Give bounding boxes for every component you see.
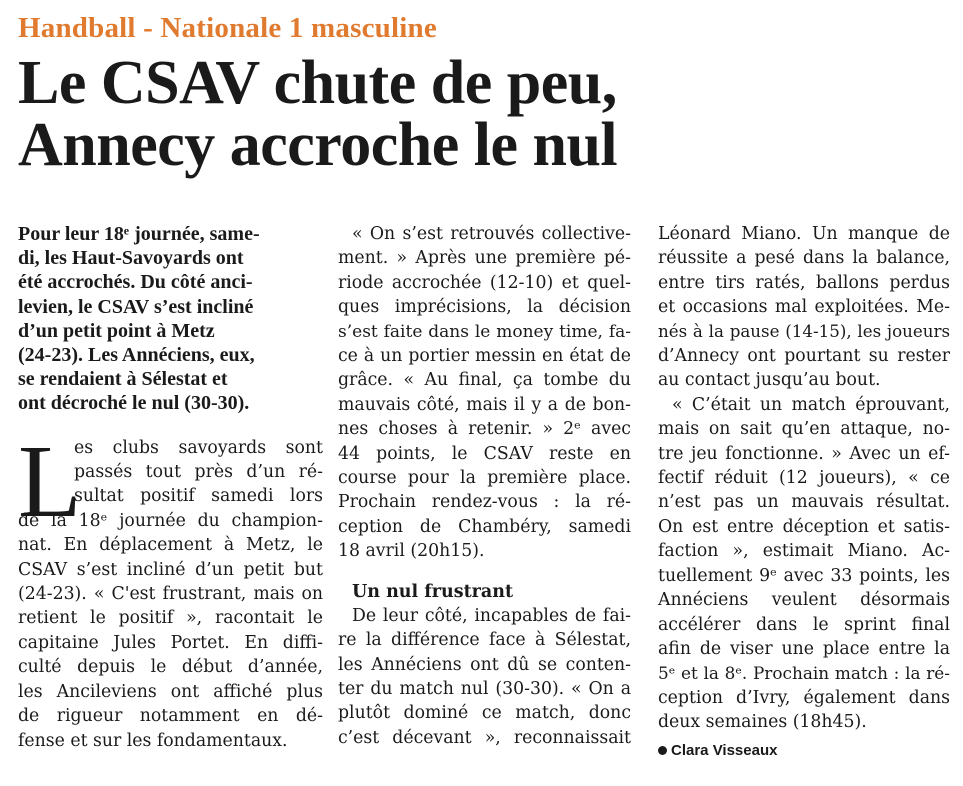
body-line: 18 avril (20h15). (338, 541, 485, 562)
lede-line: di, les Haut-Savoyards ont (18, 247, 244, 270)
body-line: Annéciens veulent désormais (658, 590, 950, 611)
article-body-paragraph (338, 604, 631, 750)
body-line: Léonard Miano. Un manque de (658, 224, 950, 244)
lede-line: ont décroché le nul (30-30). (18, 392, 250, 415)
body-line: et occasions mal exploitées. Me- (658, 297, 950, 318)
article-kicker: Handball - Nationale 1 masculine (18, 12, 437, 44)
lede-line: d’un petit point à Metz (18, 319, 215, 342)
body-line: entre tirs ratés, ballons perdus (658, 272, 950, 293)
body-line: c’est décevant », reconnaissait (338, 727, 631, 748)
article-signature (658, 739, 950, 763)
body-line: réussite a pesé dans la balance, (658, 248, 950, 269)
body-line: d’Annecy ont pourtant su rester (658, 346, 950, 367)
body-line: ception de Chambéry, samedi (338, 516, 631, 537)
body-line: les Ancileviens ont affiché plus (18, 681, 323, 702)
body-line: ques imprécisions, la décision (338, 297, 631, 318)
body-line: de la 18ᵉ journée du champion- (18, 510, 323, 531)
article-body-paragraph (658, 393, 950, 735)
body-line: capitaine Jules Portet. En diffi- (18, 632, 323, 653)
body-line: tre jeu fonctionne. » Avec un ef- (658, 443, 950, 464)
body-line: mauvais côté, mais il y a de bon- (338, 394, 631, 415)
body-line: au contact jusqu’au bout. (658, 370, 881, 391)
lede-line: Pour leur 18ᵉ journée, same- (18, 223, 260, 245)
body-line: re la différence face à Sélestat, (338, 630, 631, 651)
lede-line: été accrochés. Du côté anci- (18, 271, 253, 294)
body-line: riode accrochée (12-10) et quel- (338, 272, 631, 293)
body-line: fense et sur les fondamentaux. (18, 730, 288, 751)
body-line: Prochain rendez-vous : la ré- (338, 492, 631, 513)
article-body-intro (18, 423, 323, 753)
body-line: deux semaines (18h45). (658, 712, 867, 733)
body-line: « On s’est retrouvés collective- (352, 224, 631, 244)
body-line: ce à un portier messin en état de (338, 346, 631, 367)
article-body-paragraph (338, 222, 631, 564)
article-headline (18, 49, 618, 179)
article-body-paragraph (658, 222, 950, 393)
article-lede (18, 222, 323, 416)
body-line: afin de viser une place entre la (658, 638, 950, 659)
body-line: les Annéciens ont dû se conten- (338, 654, 631, 675)
body-line: grâce. « Au final, ça tombe du (338, 370, 631, 391)
body-line: On est entre déception et satis- (658, 516, 950, 537)
body-line: es clubs savoyards sont (74, 437, 323, 458)
column-2 (338, 222, 631, 750)
body-line: ception d’Ivry, également dans (658, 687, 950, 708)
body-line: fectif réduit (12 joueurs), « ce (658, 468, 950, 489)
drop-cap: L (18, 423, 82, 539)
body-line: s’est faite dans le money time, fa- (338, 321, 631, 342)
headline-line: Annecy accroche le nul (18, 111, 618, 179)
body-line: (24-23). « C'est frustrant, mais on (18, 584, 323, 605)
column-3 (658, 222, 950, 763)
body-line: ter du match nul (30-30). « On a (338, 678, 631, 699)
lede-line: se rendaient à Sélestat et (18, 368, 228, 391)
body-line: nes choses à retenir. » 2ᵉ avec (338, 419, 631, 440)
body-line: passés tout près d’un ré- (74, 462, 323, 483)
lede-line: levien, le CSAV s’est incliné (18, 295, 254, 318)
bullet-icon (658, 746, 667, 755)
body-line: ment. » Après une première pé- (338, 248, 631, 269)
body-line: culté depuis le début d’année, (18, 657, 323, 678)
body-line: de rigueur notamment en dé- (18, 706, 323, 727)
body-line: plutôt dominé ce match, donc (338, 703, 631, 724)
column-1 (18, 222, 323, 753)
body-line: De leur côté, incapables de fai- (352, 605, 631, 626)
article-subhead: Un nul frustrant (352, 581, 514, 602)
body-line: n’est pas un mauvais résultat. (658, 492, 950, 513)
body-line: nés à la pause (14-15), les joueurs (658, 321, 950, 341)
body-line: course pour la première place. (338, 468, 631, 489)
body-line: tuellement 9ᵉ avec 33 points, les (658, 565, 950, 586)
headline-line: Le CSAV chute de peu, (18, 49, 617, 117)
body-line: CSAV s’est incliné d’un petit but (18, 559, 323, 580)
body-line: sultat positif samedi lors (74, 486, 323, 507)
body-line: faction », estimait Miano. Ac- (658, 541, 950, 562)
body-line: « C’était un match éprouvant, (672, 394, 950, 415)
body-line: nat. En déplacement à Metz, le (18, 535, 323, 556)
body-line: retient le positif », racontait le (18, 608, 323, 629)
body-line: mais on sait qu’en attaque, no- (658, 419, 950, 440)
body-line: accélérer dans le sprint final (658, 614, 950, 635)
body-line: 5ᵉ et la 8ᵉ. Prochain match : la ré- (658, 663, 950, 684)
body-line: 44 points, le CSAV reste en (338, 443, 631, 464)
author-name: Clara Visseaux (671, 741, 778, 759)
lede-line: (24-23). Les Annéciens, eux, (18, 344, 255, 367)
